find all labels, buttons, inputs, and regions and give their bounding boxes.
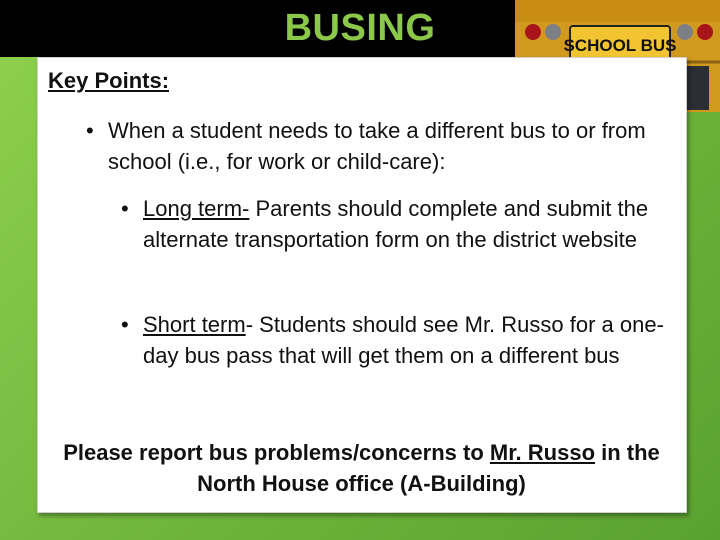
sub-bullet-long-term [121,193,673,255]
long-term-text: Parents should complete and submit the alternate transportation form on the district website [143,196,649,252]
long-term-label: Long term- [143,196,250,221]
short-term-text: - Students should see Mr. Russo for a one-day bus pass that will get them on a different bus [143,312,664,368]
sub-bullet-short-term [121,309,673,371]
note-text-after: in the North House office (A-Building) [197,440,660,496]
note-text-before: Please report bus problems/concerns to [63,440,490,465]
bullet-different-bus [86,115,688,177]
slide-title: BUSING [284,7,436,49]
key-points-heading: Key Points: [48,68,170,93]
contact-name: Mr. Russo [489,440,596,465]
bullet-dot: • [86,118,94,143]
short-term-label: Short term [143,312,246,337]
bus-sign-text: SCHOOL BUS [563,36,677,55]
bullet-dot: • [121,312,129,337]
bus-problems-note [40,437,683,499]
bullet-text: When a student needs to take a different bus to or from school (i.e., for work or child-care): [108,118,646,174]
bullet-dot: • [121,196,129,221]
